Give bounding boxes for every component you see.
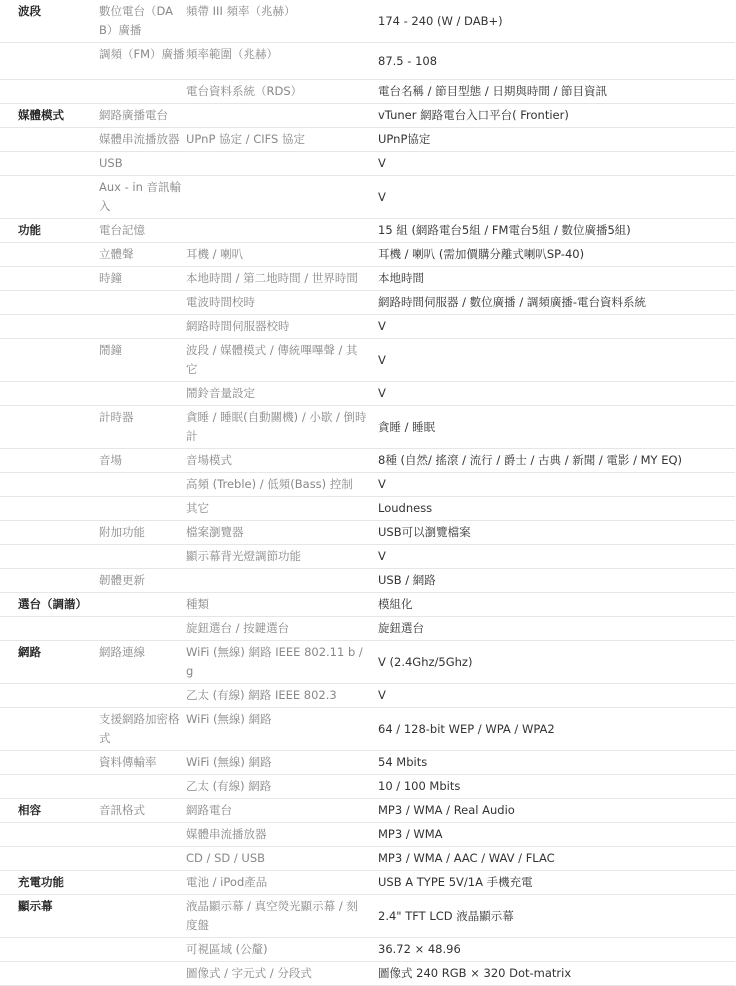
item-cell: 網路時間伺服器校時 bbox=[186, 315, 372, 339]
value-cell: USB / 網路 bbox=[372, 569, 735, 593]
value-cell: 10 / 100 Mbits bbox=[372, 775, 735, 799]
spec-row bbox=[0, 823, 735, 847]
category-cell bbox=[0, 962, 99, 986]
category-cell bbox=[0, 267, 99, 291]
subcategory-cell bbox=[99, 497, 186, 521]
spec-row bbox=[0, 291, 735, 315]
subcategory-cell: 電台記憶 bbox=[99, 219, 186, 243]
value-cell: USB A TYPE 5V/1A 手機充電 bbox=[372, 871, 735, 895]
spec-row bbox=[0, 152, 735, 176]
spec-row bbox=[0, 847, 735, 871]
item-cell: 電台資料系統（RDS） bbox=[186, 80, 372, 104]
item-cell: WiFi (無線) 網路 bbox=[186, 708, 372, 751]
category-cell: 波段 bbox=[0, 0, 99, 43]
category-cell: 功能 bbox=[0, 219, 99, 243]
item-cell: 頻帶 III 頻率（兆赫） bbox=[186, 0, 372, 43]
value-cell: V bbox=[372, 339, 735, 382]
value-cell: 本地時間 bbox=[372, 267, 735, 291]
category-cell: 媒體模式 bbox=[0, 104, 99, 128]
value-cell: V bbox=[372, 176, 735, 219]
item-cell: 其它 bbox=[186, 497, 372, 521]
spec-row bbox=[0, 708, 735, 751]
item-cell: 乙太 (有線) 網路 IEEE 802.3 bbox=[186, 684, 372, 708]
category-cell bbox=[0, 315, 99, 339]
category-cell bbox=[0, 339, 99, 382]
value-cell: V bbox=[372, 152, 735, 176]
subcategory-cell: 網路連線 bbox=[99, 641, 186, 684]
category-cell bbox=[0, 291, 99, 315]
item-cell: 耳機 / 喇叭 bbox=[186, 243, 372, 267]
category-cell: 網路 bbox=[0, 641, 99, 684]
item-cell: 波段 / 媒體模式 / 傳統嗶嗶聲 / 其它 bbox=[186, 339, 372, 382]
item-cell: 音場模式 bbox=[186, 449, 372, 473]
subcategory-cell bbox=[99, 291, 186, 315]
value-cell: 87.5 - 108 bbox=[372, 43, 735, 80]
item-cell: CD / SD / USB bbox=[186, 847, 372, 871]
subcategory-cell: 數位電台（DAB）廣播 bbox=[99, 0, 186, 43]
category-cell bbox=[0, 545, 99, 569]
spec-row bbox=[0, 128, 735, 152]
value-cell: USB可以瀏覽檔案 bbox=[372, 521, 735, 545]
value-cell: 15 組 (網路電台5組 / FM電台5組 / 數位廣播5組) bbox=[372, 219, 735, 243]
spec-row bbox=[0, 617, 735, 641]
category-cell bbox=[0, 684, 99, 708]
spec-row bbox=[0, 176, 735, 219]
subcategory-cell bbox=[99, 593, 186, 617]
subcategory-cell bbox=[99, 80, 186, 104]
spec-row bbox=[0, 871, 735, 895]
category-cell bbox=[0, 80, 99, 104]
subcategory-cell: 立體聲 bbox=[99, 243, 186, 267]
item-cell bbox=[186, 104, 372, 128]
subcategory-cell: 調頻（FM）廣播 bbox=[99, 43, 186, 80]
item-cell: 貪睡 / 睡眠(自動關機) / 小歇 / 倒時計 bbox=[186, 406, 372, 449]
category-cell bbox=[0, 382, 99, 406]
value-cell: 網路時間伺服器 / 數位廣播 / 調頻廣播-電台資料系統 bbox=[372, 291, 735, 315]
spec-row bbox=[0, 799, 735, 823]
item-cell: 可視區域 (公釐) bbox=[186, 938, 372, 962]
category-cell bbox=[0, 243, 99, 267]
item-cell: 圖像式 / 字元式 / 分段式 bbox=[186, 962, 372, 986]
spec-row bbox=[0, 267, 735, 291]
spec-row bbox=[0, 593, 735, 617]
item-cell: 液晶顯示幕 / 真空熒光顯示幕 / 刻度盤 bbox=[186, 895, 372, 938]
category-cell bbox=[0, 708, 99, 751]
spec-row bbox=[0, 569, 735, 593]
item-cell: 高頻 (Treble) / 低頻(Bass) 控制 bbox=[186, 473, 372, 497]
spec-row bbox=[0, 339, 735, 382]
spec-row bbox=[0, 641, 735, 684]
item-cell: 本地時間 / 第二地時間 / 世界時間 bbox=[186, 267, 372, 291]
subcategory-cell bbox=[99, 545, 186, 569]
subcategory-cell: 鬧鐘 bbox=[99, 339, 186, 382]
item-cell: 旋鈕選台 / 按鍵選台 bbox=[186, 617, 372, 641]
category-cell bbox=[0, 775, 99, 799]
spec-row bbox=[0, 449, 735, 473]
category-cell bbox=[0, 497, 99, 521]
subcategory-cell: 韌體更新 bbox=[99, 569, 186, 593]
subcategory-cell bbox=[99, 938, 186, 962]
category-cell bbox=[0, 847, 99, 871]
value-cell: 旋鈕選台 bbox=[372, 617, 735, 641]
subcategory-cell bbox=[99, 315, 186, 339]
value-cell: 2.4" TFT LCD 液晶顯示幕 bbox=[372, 895, 735, 938]
category-cell bbox=[0, 449, 99, 473]
item-cell bbox=[186, 176, 372, 219]
spec-row bbox=[0, 315, 735, 339]
subcategory-cell: 時鐘 bbox=[99, 267, 186, 291]
item-cell: 電波時間校時 bbox=[186, 291, 372, 315]
subcategory-cell: 計時器 bbox=[99, 406, 186, 449]
value-cell: vTuner 網路電台入口平台( Frontier) bbox=[372, 104, 735, 128]
subcategory-cell bbox=[99, 775, 186, 799]
category-cell bbox=[0, 751, 99, 775]
item-cell: 電池 / iPod產品 bbox=[186, 871, 372, 895]
subcategory-cell: Aux - in 音訊輸入 bbox=[99, 176, 186, 219]
spec-row bbox=[0, 219, 735, 243]
item-cell: 頻率範圍（兆赫） bbox=[186, 43, 372, 80]
spec-row bbox=[0, 938, 735, 962]
value-cell: 54 Mbits bbox=[372, 751, 735, 775]
spec-row bbox=[0, 962, 735, 986]
subcategory-cell: 音場 bbox=[99, 449, 186, 473]
subcategory-cell: USB bbox=[99, 152, 186, 176]
item-cell: 乙太 (有線) 網路 bbox=[186, 775, 372, 799]
item-cell: 網路電台 bbox=[186, 799, 372, 823]
category-cell bbox=[0, 473, 99, 497]
category-cell: 選台（調諧） bbox=[0, 593, 99, 617]
value-cell: V bbox=[372, 684, 735, 708]
spec-row bbox=[0, 243, 735, 267]
subcategory-cell bbox=[99, 382, 186, 406]
spec-row bbox=[0, 382, 735, 406]
value-cell: UPnP協定 bbox=[372, 128, 735, 152]
value-cell: MP3 / WMA bbox=[372, 823, 735, 847]
subcategory-cell bbox=[99, 871, 186, 895]
spec-row bbox=[0, 104, 735, 128]
value-cell: 耳機 / 喇叭 (需加價購分離式喇叭SP-40) bbox=[372, 243, 735, 267]
spec-row bbox=[0, 80, 735, 104]
spec-row bbox=[0, 684, 735, 708]
subcategory-cell: 網路廣播電台 bbox=[99, 104, 186, 128]
value-cell: 64 / 128-bit WEP / WPA / WPA2 bbox=[372, 708, 735, 751]
item-cell bbox=[186, 569, 372, 593]
value-cell: V bbox=[372, 545, 735, 569]
category-cell bbox=[0, 152, 99, 176]
spec-row bbox=[0, 521, 735, 545]
value-cell: 模組化 bbox=[372, 593, 735, 617]
subcategory-cell bbox=[99, 847, 186, 871]
value-cell: V bbox=[372, 315, 735, 339]
category-cell bbox=[0, 521, 99, 545]
value-cell: 8種 (自然/ 搖滾 / 流行 / 爵士 / 古典 / 新聞 / 電影 / MY EQ) bbox=[372, 449, 735, 473]
item-cell: 種類 bbox=[186, 593, 372, 617]
item-cell: WiFi (無線) 網路 IEEE 802.11 b / g bbox=[186, 641, 372, 684]
spec-row bbox=[0, 775, 735, 799]
item-cell bbox=[186, 219, 372, 243]
category-cell bbox=[0, 823, 99, 847]
spec-row bbox=[0, 0, 735, 43]
item-cell bbox=[186, 152, 372, 176]
value-cell: V bbox=[372, 382, 735, 406]
category-cell bbox=[0, 406, 99, 449]
value-cell: Loudness bbox=[372, 497, 735, 521]
subcategory-cell bbox=[99, 823, 186, 847]
item-cell: 檔案瀏覽器 bbox=[186, 521, 372, 545]
category-cell: 相容 bbox=[0, 799, 99, 823]
category-cell: 充電功能 bbox=[0, 871, 99, 895]
item-cell: WiFi (無線) 網路 bbox=[186, 751, 372, 775]
item-cell: 媒體串流播放器 bbox=[186, 823, 372, 847]
value-cell: 電台名稱 / 節目型態 / 日期與時間 / 節目資訊 bbox=[372, 80, 735, 104]
value-cell: MP3 / WMA / AAC / WAV / FLAC bbox=[372, 847, 735, 871]
spec-row bbox=[0, 43, 735, 80]
subcategory-cell bbox=[99, 895, 186, 938]
item-cell: 鬧鈴音量設定 bbox=[186, 382, 372, 406]
subcategory-cell: 附加功能 bbox=[99, 521, 186, 545]
subcategory-cell bbox=[99, 617, 186, 641]
subcategory-cell bbox=[99, 962, 186, 986]
spec-row bbox=[0, 545, 735, 569]
value-cell: 36.72 × 48.96 bbox=[372, 938, 735, 962]
item-cell: 顯示幕背光燈調節功能 bbox=[186, 545, 372, 569]
category-cell: 顯示幕 bbox=[0, 895, 99, 938]
category-cell bbox=[0, 938, 99, 962]
spec-row bbox=[0, 473, 735, 497]
value-cell: MP3 / WMA / Real Audio bbox=[372, 799, 735, 823]
subcategory-cell bbox=[99, 473, 186, 497]
value-cell: 貪睡 / 睡眠 bbox=[372, 406, 735, 449]
category-cell bbox=[0, 43, 99, 80]
spec-row bbox=[0, 895, 735, 938]
subcategory-cell bbox=[99, 684, 186, 708]
item-cell: UPnP 協定 / CIFS 協定 bbox=[186, 128, 372, 152]
value-cell: 圖像式 240 RGB × 320 Dot-matrix bbox=[372, 962, 735, 986]
spec-row bbox=[0, 497, 735, 521]
subcategory-cell: 媒體串流播放器 bbox=[99, 128, 186, 152]
value-cell: V (2.4Ghz/5Ghz) bbox=[372, 641, 735, 684]
spec-row bbox=[0, 406, 735, 449]
subcategory-cell: 資料傳輸率 bbox=[99, 751, 186, 775]
category-cell bbox=[0, 176, 99, 219]
value-cell: 174 - 240 (W / DAB+) bbox=[372, 0, 735, 43]
value-cell: V bbox=[372, 473, 735, 497]
subcategory-cell: 音訊格式 bbox=[99, 799, 186, 823]
category-cell bbox=[0, 569, 99, 593]
category-cell bbox=[0, 617, 99, 641]
spec-row bbox=[0, 751, 735, 775]
subcategory-cell: 支援網路加密格式 bbox=[99, 708, 186, 751]
category-cell bbox=[0, 128, 99, 152]
